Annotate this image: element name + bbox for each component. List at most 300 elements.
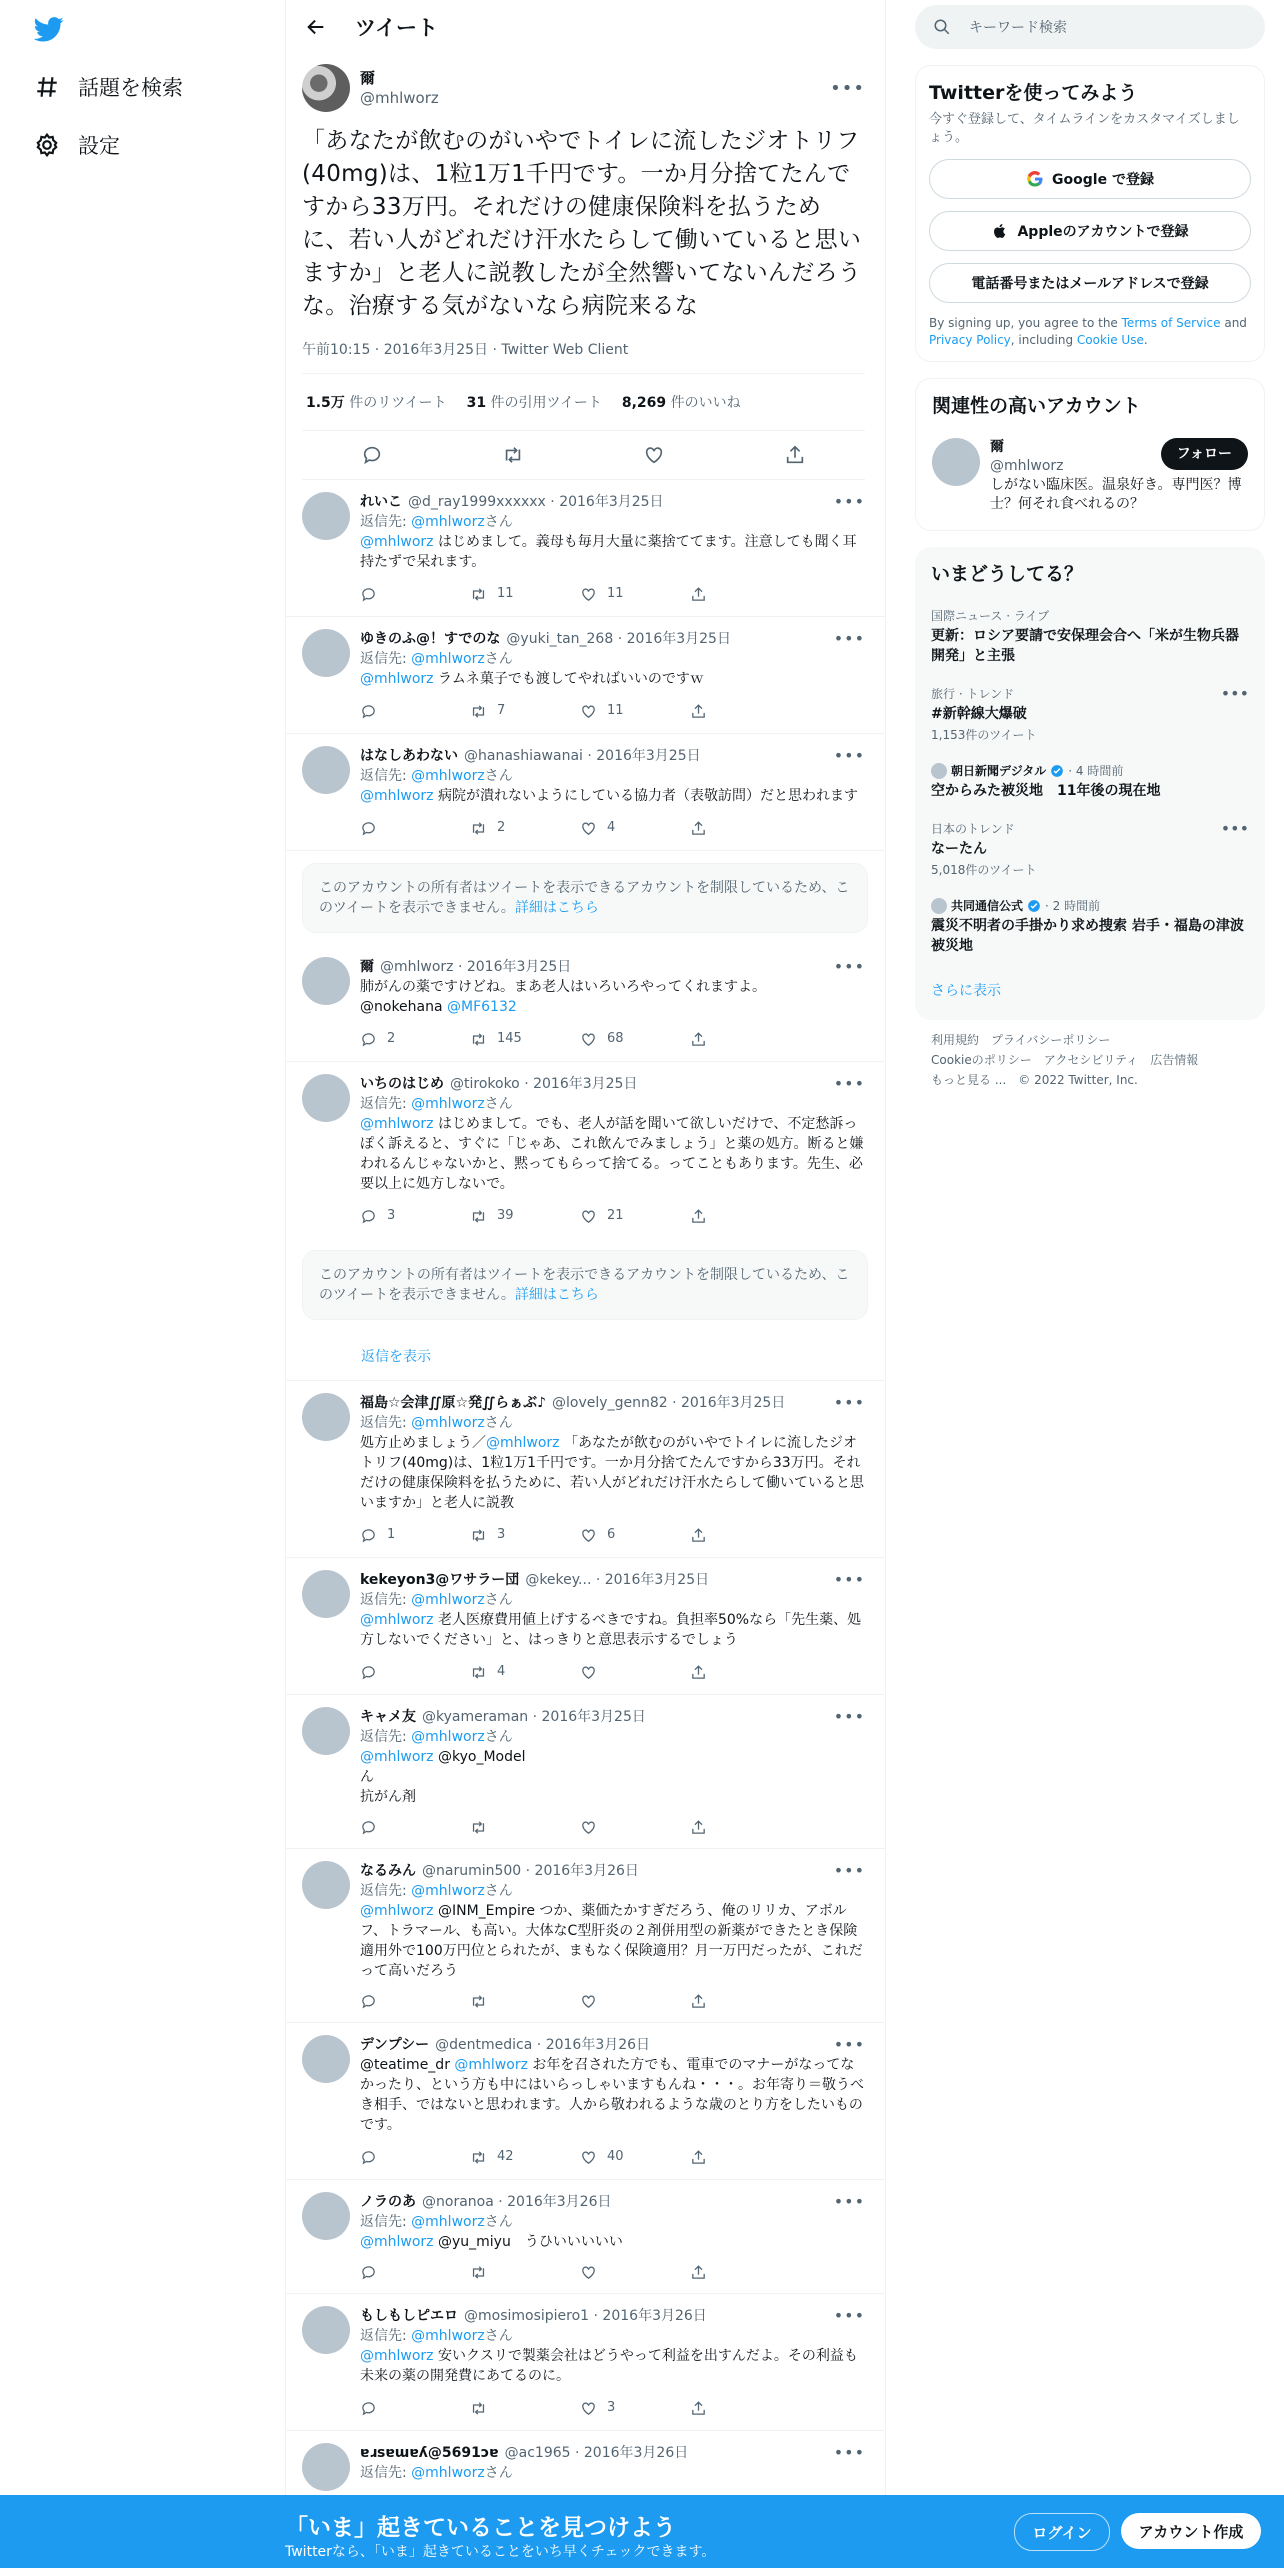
reply-to-line: 返信先: @mhlworzさん [360, 1415, 513, 1431]
nav-explore[interactable] [34, 72, 183, 102]
reply-author-name[interactable]: ノラのあ [360, 2194, 416, 2210]
avatar[interactable] [302, 1861, 350, 1909]
mention-link[interactable]: @mhlworz [360, 534, 434, 550]
retweet-button[interactable] [470, 1819, 580, 1836]
google-signup-button[interactable]: Google で登録 [929, 159, 1251, 199]
share-button[interactable] [690, 2400, 800, 2417]
reply-author-name[interactable]: ɐɹsɐɯɐʎ@5691ɔɐ [360, 2445, 499, 2461]
reply-text: ラムネ菓子でも渡してやればいいのですｗ [433, 671, 704, 687]
tweet-reply[interactable] [285, 734, 885, 851]
create-account-button[interactable]: アカウント作成 [1121, 2513, 1261, 2549]
more-options-icon[interactable]: ••• [833, 2035, 865, 2054]
reply-prefix: 処方止めましょう／ [360, 1435, 486, 1451]
reply-to-line: 返信先: @mhlworzさん [360, 2465, 513, 2481]
reply-to-line: 返信先: @mhlworzさん [360, 514, 513, 530]
reply-author-handle[interactable]: @noranoa · 2016年3月26日 [422, 2194, 612, 2210]
share-icon [690, 2264, 707, 2281]
share-icon [690, 1993, 707, 2010]
like-icon [580, 1993, 597, 2010]
more-options-icon[interactable]: ••• [833, 492, 865, 511]
mention-link[interactable]: @mhlworz [360, 788, 434, 804]
signup-bottom-bar [0, 2495, 1284, 2568]
back-arrow-icon[interactable] [305, 16, 327, 38]
avatar[interactable] [302, 492, 350, 540]
retweet-icon [470, 1031, 487, 1048]
retweet-button[interactable]: 4 [470, 1662, 580, 1682]
reply-to-line: 返信先: @mhlworzさん [360, 1096, 513, 1112]
avatar[interactable] [302, 2443, 350, 2491]
share-icon [690, 586, 707, 603]
reply-author-name[interactable]: デンプシー [360, 2037, 430, 2053]
reply-icon [360, 820, 377, 837]
like-icon [580, 1031, 597, 1048]
retweet-button[interactable] [470, 1993, 580, 2010]
mention-link[interactable]: @mhlworz [360, 1612, 434, 1628]
retweet-icon [470, 1993, 487, 2010]
more-options-icon[interactable]: ••• [833, 1074, 865, 1093]
avatar[interactable] [302, 957, 350, 1005]
retweet-icon [470, 1819, 487, 1836]
reply-actions [360, 1525, 865, 1545]
reply-author-handle[interactable]: @mhlworz · 2016年3月25日 [380, 959, 572, 975]
like-button[interactable]: 68 [580, 1029, 690, 1049]
reply-text: @INM_Empire つか、薬価たかすぎだろう、俺のリリカ、アボルフ、トラマール、も高い。大体なC型肝炎の２剤併用型の新薬ができたとき保険適用外で100万円位とられたが、まもなく保険適用？月一万円だったが、これだって高いだろう [360, 1903, 863, 1979]
withheld-notice: このアカウントの所有者はツイートを表示できるアカウントを制限しているため、このツイートを表示できません。詳細はこちら [302, 863, 868, 933]
more-options-icon[interactable]: ••• [833, 746, 865, 765]
reply-actions [360, 2147, 865, 2167]
retweet-icon [470, 2264, 487, 2281]
reply-actions [360, 1662, 865, 1682]
reply-button[interactable]: 3 [360, 1206, 470, 1226]
tweet-meta[interactable]: 午前10:15 · 2016年3月25日 · Twitter Web Client [302, 339, 865, 374]
reply-actions [360, 1993, 865, 2010]
reply-button[interactable] [360, 2400, 470, 2417]
like-count[interactable]: 8,269 件のいいね [621, 395, 741, 411]
reply-author-name[interactable]: 爾 [360, 959, 374, 975]
retweet-button[interactable]: 39 [470, 1206, 580, 1226]
avatar[interactable] [302, 2192, 350, 2240]
reply-text: @kyo_Model ん 抗がん剤 [360, 1749, 526, 1805]
tweet-reply[interactable] [285, 1381, 885, 1558]
show-more-link[interactable]: さらに表示 [931, 983, 1001, 999]
reply-author-name[interactable]: いちのはじめ [360, 1076, 444, 1092]
reply-author-handle[interactable]: @lovely_genn82 · 2016年3月25日 [552, 1395, 786, 1411]
retweet-icon [470, 820, 487, 837]
nav-settings-label: 設定 [78, 134, 120, 158]
more-options-icon[interactable]: ••• [1220, 684, 1249, 703]
reply-button[interactable]: 2 [360, 1029, 470, 1049]
share-icon [690, 820, 707, 837]
share-button[interactable] [690, 820, 800, 837]
reply-icon [360, 1664, 377, 1681]
mention-link[interactable]: @mhlworz [360, 671, 434, 687]
reply-to-link[interactable]: @mhlworz [411, 2328, 485, 2344]
footer-terms[interactable]: 利用規約 [931, 1033, 980, 1047]
footer-more[interactable]: もっと見る ... [931, 1073, 1007, 1087]
reply-button[interactable] [360, 820, 470, 837]
share-icon [690, 1819, 707, 1836]
reply-actions [360, 818, 865, 838]
share-button[interactable] [690, 1208, 800, 1225]
reply-to-link[interactable]: @mhlworz [411, 2214, 485, 2230]
trend-item[interactable]: 国際ニュース · ライブ 更新：ロシア要請で安保理会合へ「米が生物兵器開発」と主張 [931, 609, 1239, 664]
reply-author-handle[interactable]: @hanashiawanai · 2016年3月25日 [464, 748, 701, 764]
trend-item[interactable]: 日本のトレンド なーたん 5,018件のツイート ••• [931, 819, 1249, 877]
reply-to-link[interactable]: @mhlworz [411, 1592, 485, 1608]
like-button[interactable]: 4 [580, 818, 690, 838]
share-button[interactable] [690, 1527, 800, 1544]
reply-text: はじめまして。でも、老人が話を聞いて欲しいだけで、不定愁訴っぽく訴えると、すぐに「じゃあ、これ飲んでみましょう」と薬の処方。断ると嫌われるんじゃないかと、黙ってもらって捨てる。ってこともあります。先生、必要以上に処方しないで。 [360, 1116, 864, 1192]
reply-text: 肺がんの薬ですけどね。まあ老人はいろいろやってくれますよ。 @nokehana [360, 979, 766, 1015]
reply-button[interactable] [360, 703, 470, 720]
mention-link[interactable]: @mhlworz [360, 1116, 434, 1132]
trend-item[interactable]: 朝日新聞デジタル · 4 時間前 空からみた被災地 11年後の現在地 [931, 764, 1161, 799]
hashtag-icon [34, 74, 60, 100]
retweet-button[interactable]: 3 [470, 1525, 580, 1545]
reply-icon [360, 703, 377, 720]
page-title: ツイート [355, 15, 438, 40]
mention-link[interactable]: @mhlworz [454, 2057, 528, 2073]
reply-to-link[interactable]: @mhlworz [411, 1883, 485, 1899]
reply-icon[interactable] [361, 444, 383, 466]
reply-author-name[interactable]: キャメ友 [360, 1709, 416, 1725]
reply-actions [360, 2398, 865, 2418]
retweet-button[interactable]: 2 [470, 818, 580, 838]
signup-card [915, 65, 1265, 362]
tweet-reply[interactable] [285, 480, 885, 617]
more-options-icon[interactable]: ••• [833, 2306, 865, 2325]
share-button[interactable] [690, 1819, 800, 1836]
twitter-logo-icon[interactable] [34, 14, 64, 44]
google-icon [1026, 170, 1044, 188]
reply-to-line: 返信先: @mhlworzさん [360, 1883, 513, 1899]
reply-author-handle[interactable]: @kyameraman · 2016年3月25日 [422, 1709, 646, 1725]
share-button[interactable] [690, 1031, 800, 1048]
reply-author-handle[interactable]: @tirokoko · 2016年3月25日 [450, 1076, 638, 1092]
reply-button[interactable] [360, 1819, 470, 1836]
footer [915, 1020, 1265, 1100]
focused-tweet [285, 53, 885, 374]
reply-icon [360, 586, 377, 603]
retweet-icon [470, 1664, 487, 1681]
retweet-button[interactable]: 145 [470, 1029, 580, 1049]
reply-author-handle[interactable]: @dentmedica · 2016年3月26日 [435, 2037, 651, 2053]
share-button[interactable] [690, 2264, 800, 2281]
mention-link[interactable]: @mhlworz [360, 2348, 434, 2364]
avatar[interactable] [932, 438, 980, 486]
like-icon[interactable] [643, 444, 665, 466]
retweet-icon [470, 1208, 487, 1225]
retweet-icon [470, 2149, 487, 2166]
reply-prefix: @teatime_dr [360, 2057, 455, 2073]
reply-actions [360, 1819, 865, 1836]
tweet-reply[interactable] [285, 2294, 885, 2431]
footer-privacy[interactable]: プライバシーポリシー [991, 1033, 1111, 1047]
main-column [285, 0, 886, 2568]
learn-more-link[interactable]: 詳細はこちら [514, 900, 599, 916]
reply-icon [360, 1819, 377, 1836]
reply-text: 老人医療費用値上げするべきですね。負担率50%なら「先生薬、処方しないでください」と、はっきりと意思表示するでしょう [360, 1612, 862, 1648]
reply-button[interactable]: 1 [360, 1525, 470, 1545]
mention-link[interactable]: @mhlworz [486, 1435, 560, 1451]
reply-actions [360, 1029, 865, 1049]
reply-icon [360, 1208, 377, 1225]
more-options-icon[interactable]: ••• [833, 1393, 865, 1412]
signup-title: Twitterを使ってみよう [929, 82, 1138, 104]
gear-icon [34, 132, 60, 158]
tweet-reply[interactable] [285, 2023, 885, 2180]
reply-to-link[interactable]: @mhlworz [411, 1729, 485, 1745]
account-bio: しがない臨床医。温泉好き。専門医？博士？何それ食べれるの？ [990, 477, 1242, 512]
retweet-icon[interactable] [502, 444, 524, 466]
avatar[interactable] [302, 64, 350, 112]
author-name[interactable]: 爾 [360, 69, 376, 87]
avatar[interactable] [302, 629, 350, 677]
avatar[interactable] [302, 2035, 350, 2083]
search-icon [933, 18, 951, 36]
like-icon [580, 2149, 597, 2166]
reply-text: @yu_miyu うひいいいいい [433, 2234, 623, 2250]
nav-settings[interactable] [34, 130, 120, 160]
reply-button[interactable] [360, 1664, 470, 1681]
bottom-title: 「いま」起きていることを見つけよう [285, 2515, 676, 2541]
share-icon [690, 1208, 707, 1225]
like-icon [580, 1527, 597, 1544]
like-icon [580, 2264, 597, 2281]
show-replies-link[interactable]: 返信を表示 [285, 1332, 885, 1381]
reply-actions [360, 2264, 865, 2281]
footer-ads[interactable]: 広告情報 [1150, 1053, 1199, 1067]
avatar[interactable] [302, 1393, 350, 1441]
reply-to-link[interactable]: @mhlworz [411, 514, 485, 530]
tweet-text: 「あなたが飲むのがいやでトイレに流したジオトリフ(40mg)は、1粒1万1千円です。一か月分捨てたんですから33万円。それだけの健康保険料を払うために、若い人がどれだけ汗水たらして働いていると思いますか」と老人に説教したが全然響いてないんだろうな。治療する気がないなら病院来るな [302, 128, 862, 319]
more-options-icon[interactable]: ••• [833, 2192, 865, 2211]
share-icon [690, 2149, 707, 2166]
share-icon [690, 703, 707, 720]
author-handle[interactable]: @mhlworz [360, 89, 439, 107]
reply-to-link[interactable]: @mhlworz [411, 1096, 485, 1112]
reply-text: お年を召された方でも、電車でのマナーがなってなかったり、という方も中にはいらっしゃいますもんね・・・。お年寄り＝敬うべき相手、ではないと思われます。人から敬われるような歳のとり方をしたいものです。 [360, 2057, 864, 2133]
reply-button[interactable] [360, 586, 470, 603]
reply-to-line: 返信先: @mhlworzさん [360, 1729, 513, 1745]
more-options-icon[interactable]: ••• [833, 629, 865, 648]
avatar[interactable] [302, 1707, 350, 1755]
retweet-count[interactable]: 1.5万 件のリツイート [306, 395, 447, 411]
reply-author-handle[interactable]: @yuki_tan_268 · 2016年3月25日 [506, 631, 731, 647]
more-options-icon[interactable]: ••• [833, 2443, 865, 2462]
tweet-reply[interactable] [285, 617, 885, 734]
header [285, 0, 885, 53]
signup-terms: By signing up, you agree to the Terms of Service and Privacy Policy, including Cookie Use. [929, 316, 1247, 347]
avatar[interactable] [302, 1570, 350, 1618]
tweet-reply[interactable] [285, 2180, 885, 2294]
right-sidebar [915, 0, 1265, 1100]
retweet-icon [470, 1527, 487, 1544]
more-options-icon[interactable]: ••• [833, 957, 865, 976]
retweet-icon [470, 2400, 487, 2417]
share-button[interactable] [690, 1664, 800, 1681]
like-icon [580, 1208, 597, 1225]
avatar[interactable] [302, 1074, 350, 1122]
reply-author-handle[interactable]: @ac1965 · 2016年3月26日 [504, 2445, 689, 2461]
share-button[interactable] [690, 703, 800, 720]
footer-cookie[interactable]: Cookieのポリシー [931, 1053, 1032, 1067]
like-icon [580, 820, 597, 837]
like-icon [580, 703, 597, 720]
reply-icon [360, 1993, 377, 2010]
reply-to-link[interactable]: @mhlworz [411, 768, 485, 784]
privacy-link[interactable]: Privacy Policy [929, 333, 1011, 347]
like-button[interactable]: 11 [580, 584, 690, 604]
like-icon [580, 586, 597, 603]
retweet-icon [470, 703, 487, 720]
reply-button[interactable] [360, 1993, 470, 2010]
related-accounts-card [915, 378, 1265, 531]
related-account[interactable] [916, 430, 1264, 530]
reply-to-line: 返信先: @mhlworzさん [360, 1592, 513, 1608]
tweet-stats [302, 374, 865, 431]
tweet-reply[interactable] [285, 1695, 885, 1849]
like-button[interactable] [580, 1819, 690, 1836]
like-button[interactable]: 3 [580, 2398, 690, 2418]
mention-link[interactable]: @mhlworz [360, 1749, 434, 1765]
apple-icon [991, 222, 1009, 240]
search-input[interactable]: キーワード検索 [915, 5, 1265, 49]
publisher-avatar [931, 898, 947, 914]
trend-item[interactable]: 共同通信公式 · 2 時間前 震災不明者の手掛かり求め捜索 岩手・福島の津波被災地 [931, 899, 1244, 954]
share-button[interactable] [690, 586, 800, 603]
retweet-button[interactable]: 42 [470, 2147, 580, 2167]
like-button[interactable] [580, 1664, 690, 1681]
reply-actions [360, 1206, 865, 1226]
avatar[interactable] [302, 2306, 350, 2354]
reply-author-handle[interactable]: @kekey... · 2016年3月25日 [525, 1572, 710, 1588]
more-options-icon[interactable]: ••• [830, 77, 865, 99]
withheld-notice: このアカウントの所有者はツイートを表示できるアカウントを制限しているため、このツイートを表示できません。詳細はこちら [302, 1250, 868, 1320]
avatar[interactable] [302, 746, 350, 794]
reply-actions [360, 584, 865, 604]
like-button[interactable] [580, 2264, 690, 2281]
more-options-icon[interactable]: ••• [1220, 819, 1249, 838]
reply-text: 「あなたが飲むのがいやでトイレに流したジオトリフ(40mg)は、1粒1万1千円です。一か月分捨てたんですから33万円。それだけの健康保険料を払うために、若い人がどれだけ汗水たらして働いていると思いますか」と老人に説教 [360, 1435, 864, 1511]
more-options-icon[interactable]: ••• [833, 1707, 865, 1726]
verified-badge-icon [1050, 764, 1064, 778]
related-title: 関連性の高いアカウント [932, 395, 1141, 417]
nav-explore-label: 話題を検索 [78, 76, 183, 100]
bottom-subtitle: Twitterなら、「いま」起きていることをいち早くチェックできます。 [285, 2544, 716, 2560]
mention-link[interactable]: @mhlworz [360, 1903, 434, 1919]
reply-author-name[interactable]: なるみん [360, 1863, 416, 1879]
apple-signup-button[interactable]: Appleのアカウントで登録 [929, 211, 1251, 251]
reply-author-handle[interactable]: @d_ray1999xxxxxx · 2016年3月25日 [408, 494, 664, 510]
like-icon [580, 2400, 597, 2417]
reply-text: はじめまして。義母も毎月大量に薬捨ててます。注意しても聞く耳持たずで呆れます。 [360, 534, 857, 570]
share-icon [690, 2400, 707, 2417]
tweet-reply[interactable] [285, 1062, 885, 1238]
footer-copyright: © 2022 Twitter, Inc. [1018, 1073, 1138, 1087]
reply-author-name[interactable]: れいこ [360, 494, 402, 510]
like-icon [580, 1664, 597, 1681]
share-icon [690, 1664, 707, 1681]
reply-to-link[interactable]: @mhlworz [411, 1415, 485, 1431]
reply-button[interactable] [360, 2149, 470, 2166]
retweet-button[interactable]: 7 [470, 701, 580, 721]
reply-to-line: 返信先: @mhlworzさん [360, 2214, 513, 2230]
reply-to-link[interactable]: @mhlworz [411, 651, 485, 667]
quote-count[interactable]: 31 件の引用ツイート [466, 395, 602, 411]
account-handle[interactable]: @mhlworz [990, 458, 1064, 474]
reply-author-name[interactable]: もしもしピエロ [360, 2308, 458, 2324]
like-button[interactable]: 11 [580, 701, 690, 721]
reply-icon [360, 2400, 377, 2417]
reply-icon [360, 1031, 377, 1048]
mention-link[interactable]: @MF6132 [447, 999, 517, 1015]
reply-author-name[interactable]: 福島☆会津∬原☆発∬らぁぶ♪ [360, 1395, 547, 1411]
verified-badge-icon [1027, 899, 1041, 913]
reply-text: 安いクスリで製薬会社はどうやって利益を出すんだよ。その利益も未来の薬の開発費にあてるのに。 [360, 2348, 858, 2384]
tweet-actions [302, 431, 865, 480]
like-icon [580, 1819, 597, 1836]
share-icon [690, 1527, 707, 1544]
reply-author-name[interactable]: ゆきのふ@！すでのな [360, 631, 501, 647]
reply-to-line: 返信先: @mhlworzさん [360, 768, 513, 784]
signup-subtitle: 今すぐ登録して、タイムラインをカスタマイズしましょう。 [929, 112, 1240, 145]
retweet-icon [470, 586, 487, 603]
left-nav [0, 0, 286, 2568]
reply-button[interactable] [360, 2264, 470, 2281]
tweet-reply[interactable] [285, 1849, 885, 2023]
footer-accessibility[interactable]: アクセシビリティ [1043, 1053, 1139, 1067]
like-button[interactable]: 40 [580, 2147, 690, 2167]
trend-item[interactable]: 旅行 · トレンド #新幹線大爆破 1,153件のツイート ••• [931, 684, 1249, 742]
like-button[interactable]: 6 [580, 1525, 690, 1545]
trends-card [915, 547, 1265, 1020]
share-icon [690, 1031, 707, 1048]
more-options-icon[interactable]: ••• [833, 1570, 865, 1589]
phone-email-signup-button[interactable]: 電話番号またはメールアドレスで登録 [929, 263, 1251, 303]
reply-text: 病院が潰れないようにしている協力者（表敬訪問）だと思われます [433, 788, 858, 804]
share-button[interactable] [690, 2149, 800, 2166]
cookie-link[interactable]: Cookie Use [1076, 333, 1144, 347]
account-name[interactable]: 爾 [990, 439, 1004, 455]
login-button[interactable]: ログイン [1014, 2513, 1110, 2551]
reply-icon [360, 2264, 377, 2281]
reply-author-handle[interactable]: @narumin500 · 2016年3月26日 [422, 1863, 639, 1879]
more-options-icon[interactable]: ••• [833, 1861, 865, 1880]
terms-link[interactable]: Terms of Service [1121, 316, 1221, 330]
reply-to-link[interactable]: @mhlworz [411, 2465, 485, 2481]
retweet-button[interactable]: 11 [470, 584, 580, 604]
follow-button[interactable]: フォロー [1161, 438, 1248, 470]
reply-author-handle[interactable]: @mosimosipiero1 · 2016年3月26日 [464, 2308, 707, 2324]
trends-title: いまどうしてる？ [931, 563, 1084, 585]
reply-actions [360, 701, 865, 721]
mention-link[interactable]: @mhlworz [360, 2234, 434, 2250]
share-icon[interactable] [784, 444, 806, 466]
learn-more-link[interactable]: 詳細はこちら [514, 1287, 599, 1303]
tweet-reply[interactable] [285, 945, 885, 1062]
share-button[interactable] [690, 1993, 800, 2010]
reply-author-name[interactable]: kekeyon3@ワサラー団 [360, 1572, 520, 1588]
tweet-reply[interactable] [285, 1558, 885, 1695]
like-button[interactable]: 21 [580, 1206, 690, 1226]
like-button[interactable] [580, 1993, 690, 2010]
retweet-button[interactable] [470, 2400, 580, 2417]
reply-author-name[interactable]: はなしあわない [360, 748, 458, 764]
retweet-button[interactable] [470, 2264, 580, 2281]
reply-icon [360, 2149, 377, 2166]
publisher-avatar [931, 763, 947, 779]
